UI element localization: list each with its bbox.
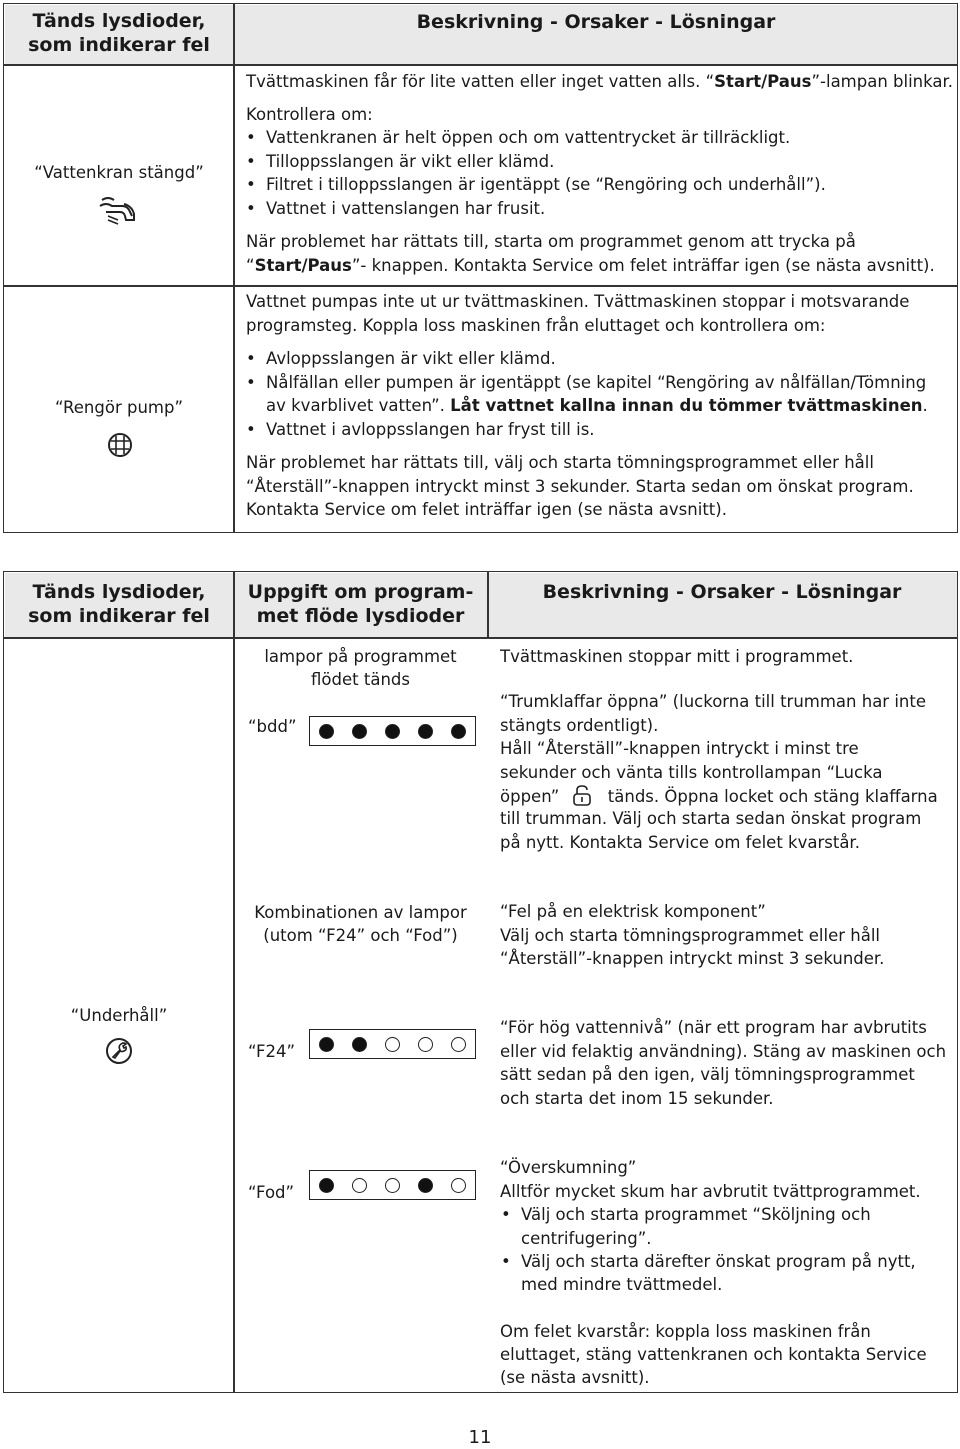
lamp-row-f24 — [309, 1029, 476, 1059]
list-item: • Nålfällan eller pumpen är igentäppt (se kapitel “Rengöring av nålfällan/Tömning — [266, 371, 926, 394]
lamp-off — [451, 1037, 466, 1052]
fod-line-2: Alltför mycket skum har avbrutit tvättprogrammet. — [500, 1182, 921, 1201]
combo-heading: Kombinationen av lampor (utom “F24” och “Fod”) — [254, 903, 467, 946]
lamp-row-fod — [309, 1170, 476, 1200]
code-label-f24: “F24” — [248, 1042, 296, 1061]
pump-fix-2: “Återställ”-knappen intryckt minst 3 sekunder. Starta sedan om önskat program. — [246, 477, 914, 496]
lamps-heading: lampor på programmet flödet tänds — [264, 647, 457, 690]
fod-persist-3: (se nästa avsnitt). — [500, 1368, 650, 1387]
bdd-line-2: “Trumklaffar öppna” (luckorna till trumman har inte — [500, 692, 926, 711]
list-item: • Vattnet i vattenslangen har frusit. — [266, 197, 545, 220]
page-number: 11 — [468, 1427, 492, 1448]
lamp-off — [418, 1037, 433, 1052]
pump-intro-1: Vattnet pumpas inte ut ur tvättmaskinen. Tvättmaskinen stoppar i motsvarande — [246, 292, 910, 311]
f24-line-2: eller vid felaktig användning). Stäng av maskinen och — [500, 1042, 947, 1061]
fod-persist-2: eluttaget, stäng vattenkranen och kontakta Service — [500, 1345, 927, 1364]
table-1-header-left: Tänds lysdioder, som indikerar fel — [28, 10, 210, 56]
lamp-on — [385, 724, 400, 739]
list-item: • Tilloppsslangen är vikt eller klämd. — [266, 150, 554, 173]
door-lock-icon — [571, 784, 593, 806]
table-2-header-right: Beskrivning - Orsaker - Lösningar — [542, 581, 902, 603]
lamp-on — [352, 724, 367, 739]
lamp-off — [385, 1178, 400, 1193]
lamp-row-bdd — [309, 716, 476, 746]
faucet-check-label: Kontrollera om: — [246, 105, 373, 124]
table-2-header-left: Tänds lysdioder, som indikerar fel — [28, 581, 210, 627]
wrench-icon — [104, 1036, 134, 1066]
f24-line-1: “För hög vattennivå” (när ett program har avbrutits — [500, 1018, 927, 1037]
indicator-label-maintenance: “Underhåll” — [70, 1006, 168, 1025]
f24-line-3: sätt sedan på den igen, välj tömningsprogrammet — [500, 1065, 915, 1084]
combo-line-2: Välj och starta tömningsprogrammet eller håll — [500, 926, 880, 945]
list-item: • Vattnet i avloppsslangen har fryst till is. — [266, 418, 595, 441]
lamp-on — [319, 1037, 334, 1052]
combo-line-3: “Återställ”-knappen intryckt minst 3 sekunder. — [500, 949, 885, 968]
indicator-label-faucet: “Vattenkran stängd” — [34, 163, 204, 182]
fod-line-1: “Överskumning” — [500, 1158, 637, 1177]
table-1-header-right: Beskrivning - Orsaker - Lösningar — [416, 11, 776, 33]
bdd-line-5: sekunder och vänta tills kontrollampan “Lucka — [500, 763, 883, 782]
bdd-line-7: till trumman. Välj och starta sedan önskat program — [500, 809, 922, 828]
list-item: • Vattenkranen är helt öppen och om vattentrycket är tillräckligt. — [266, 126, 790, 149]
pump-filter-icon — [106, 430, 134, 460]
lamp-off — [451, 1178, 466, 1193]
pump-intro-2: programsteg. Koppla loss maskinen från eluttaget och kontrollera om: — [246, 316, 826, 335]
bdd-line-3: stängts ordentligt). — [500, 716, 659, 735]
lamp-off — [385, 1037, 400, 1052]
list-item: • Avloppsslangen är vikt eller klämd. — [266, 347, 556, 370]
faucet-fix-line-2: “Start/Paus”- knappen. Kontakta Service om felet inträffar igen (se nästa avsnitt). — [246, 256, 935, 275]
list-item-continuation: av kvarblivet vatten”. Låt vattnet kallna innan du tömmer tvättmaskinen. — [266, 396, 928, 415]
list-item: • Välj och starta därefter önskat program på nytt, — [521, 1250, 916, 1273]
lamp-on — [418, 1178, 433, 1193]
combo-line-1: “Fel på en elektrisk komponent” — [500, 902, 766, 921]
list-item-continuation: centrifugering”. — [521, 1229, 652, 1248]
pump-fix-3: Kontakta Service om felet inträffar igen (se nästa avsnitt). — [246, 500, 727, 519]
lamp-on — [451, 724, 466, 739]
list-item: • Välj och starta programmet “Sköljning och — [521, 1203, 871, 1226]
lamp-off — [352, 1178, 367, 1193]
lamp-on — [319, 1178, 334, 1193]
f24-line-4: och starta det inom 15 sekunder. — [500, 1089, 774, 1108]
faucet-icon — [98, 194, 146, 226]
list-item-continuation: med mindre tvättmedel. — [521, 1275, 723, 1294]
lamp-on — [418, 724, 433, 739]
table-2-header-mid: Uppgift om program- met flöde lysdioder — [247, 581, 474, 627]
lamp-on — [319, 724, 334, 739]
code-label-bdd: “bdd” — [248, 717, 297, 736]
bdd-line-6: öppen” tänds. Öppna locket och stäng klaffarna — [500, 784, 938, 808]
fod-persist-1: Om felet kvarstår: koppla loss maskinen från — [500, 1322, 871, 1341]
code-label-fod: “Fod” — [248, 1183, 295, 1202]
faucet-fix-line-1: När problemet har rättats till, starta om programmet genom att trycka på — [246, 232, 856, 251]
bdd-line-8: på nytt. Kontakta Service om felet kvarstår. — [500, 833, 860, 852]
bdd-line-4: Håll “Återställ”-knappen intryckt i minst tre — [500, 739, 859, 758]
pump-fix-1: När problemet har rättats till, välj och starta tömningsprogrammet eller håll — [246, 453, 874, 472]
faucet-intro: Tvättmaskinen får för lite vatten eller inget vatten alls. “Start/Paus”-lampan blinkar. — [246, 72, 954, 91]
indicator-label-pump: “Rengör pump” — [55, 398, 183, 417]
lamp-on — [352, 1037, 367, 1052]
list-item: • Filtret i tilloppsslangen är igentäppt (se “Rengöring och underhåll”). — [266, 173, 826, 196]
bdd-line-1: Tvättmaskinen stoppar mitt i programmet. — [500, 647, 854, 666]
